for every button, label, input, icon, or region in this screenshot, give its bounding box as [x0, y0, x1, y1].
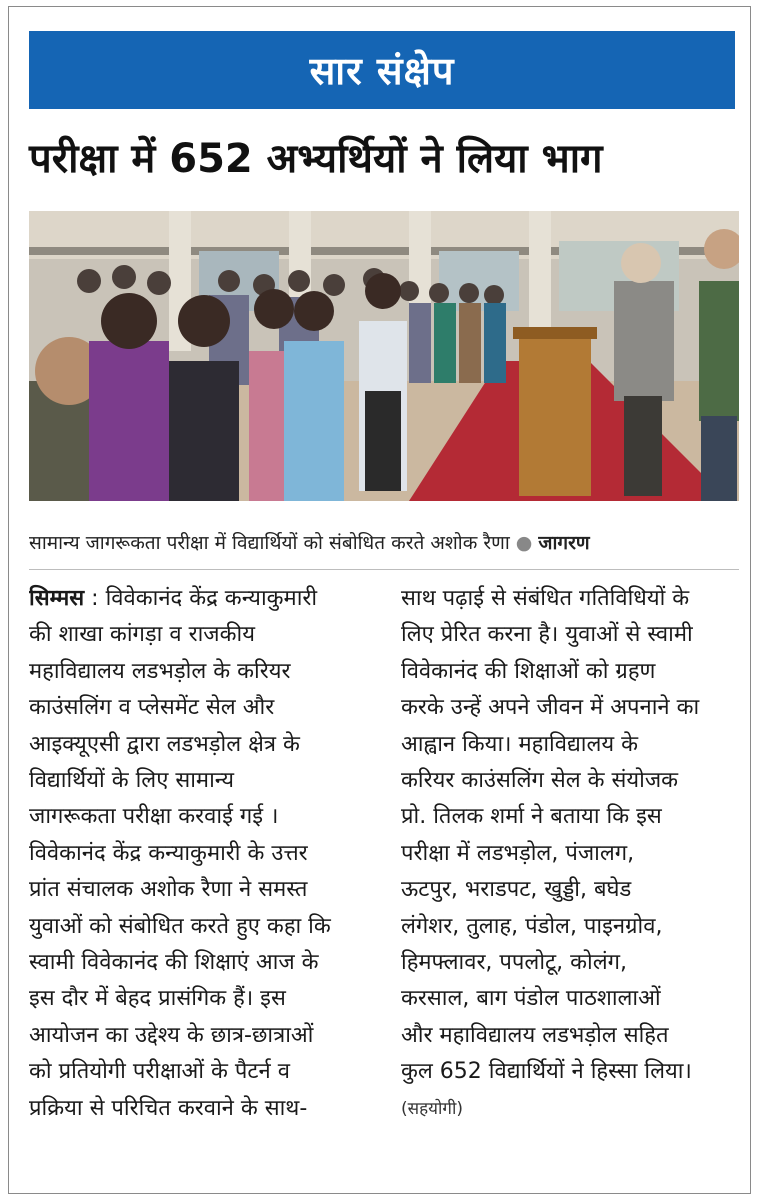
article-line: हिमफ्लावर, पपलोटू, कोलंग, [401, 950, 627, 976]
banner-title: सार संक्षेप [309, 49, 455, 93]
article-line: जागरूकता परीक्षा करवाई गई । [29, 804, 279, 830]
article-line: विवेकानंद केंद्र कन्याकुमारी के उत्तर [29, 840, 308, 866]
article-line: करसाल, बाग पंडोल पाठशालाओं [401, 986, 661, 1012]
article-line: आइक्यूएसी द्वारा लडभड़ोल क्षेत्र के [29, 731, 300, 757]
article-line: करके उन्हें अपने जीवन में अपनाने का [401, 695, 700, 721]
article-column-right [401, 581, 741, 1127]
news-photo [29, 211, 739, 501]
article-line: परीक्षा में लडभड़ोल, पंजालग, [401, 840, 635, 866]
photo-illustration [29, 211, 739, 501]
article-line: प्रक्रिया से परिचित करवाने के साथ- [29, 1095, 308, 1121]
article-line: को प्रतियोगी परीक्षाओं के पैटर्न व [29, 1059, 290, 1085]
section-banner [29, 31, 735, 109]
article-line: कुल 652 विद्यार्थियों ने हिस्सा लिया। [401, 1059, 692, 1085]
article-line: काउंसलिंग व प्लेसमेंट सेल और [29, 695, 275, 721]
article-line: विवेकानंद की शिक्षाओं को ग्रहण [401, 658, 656, 684]
article-line: आयोजन का उद्देश्य के छात्र-छात्राओं [29, 1022, 314, 1048]
dateline: सिम्मस [29, 586, 85, 611]
caption-text: सामान्य जागरूकता परीक्षा में विद्यार्थियों को संबोधित करते अशोक रैणा [29, 532, 510, 554]
headline: परीक्षा में 652 अभ्यर्थियों ने लिया भाग [29, 136, 603, 182]
article-line: करियर काउंसलिंग सेल के संयोजक [401, 768, 679, 794]
article-line: लिए प्रेरित करना है। युवाओं से स्वामी [401, 622, 693, 648]
photo-credit: जागरण [538, 532, 590, 554]
article-line: इस दौर में बेहद प्रासंगिक हैं। इस [29, 986, 286, 1012]
caption-divider [29, 569, 739, 570]
caption-separator: ● [515, 532, 533, 554]
article-column-left [29, 581, 377, 1127]
article-line: लंगेशर, तुलाह, पंडोल, पाइनग्रोव, [401, 913, 663, 939]
article-frame [8, 6, 751, 1194]
article-line: आह्वान किया। महाविद्यालय के [401, 731, 639, 757]
article-line: विद्यार्थियों के लिए सामान्य [29, 768, 235, 794]
byline: (सहयोगी) [401, 1098, 464, 1119]
article-line: युवाओं को संबोधित करते हुए कहा कि [29, 913, 331, 939]
article-line: प्रो. तिलक शर्मा ने बताया कि इस [401, 804, 662, 830]
article-line: महाविद्यालय लडभड़ोल के करियर [29, 658, 291, 684]
article-line: स्वामी विवेकानंद की शिक्षाएं आज के [29, 950, 319, 976]
article-line: और महाविद्यालय लडभड़ोल सहित [401, 1022, 669, 1048]
article-line: की शाखा कांगड़ा व राजकीय [29, 622, 255, 648]
article-line [29, 581, 377, 617]
photo-caption [29, 529, 741, 555]
article-line: ऊटपुर, भराडपट, खुड्डी, बघेड [401, 877, 632, 903]
article-line: साथ पढ़ाई से संबंधित गतिविधियों के [401, 586, 690, 611]
article-line: प्रांत संचालक अशोक रैणा ने समस्त [29, 877, 308, 903]
article-line-text: : विवेकानंद केंद्र कन्याकुमारी [84, 586, 318, 611]
